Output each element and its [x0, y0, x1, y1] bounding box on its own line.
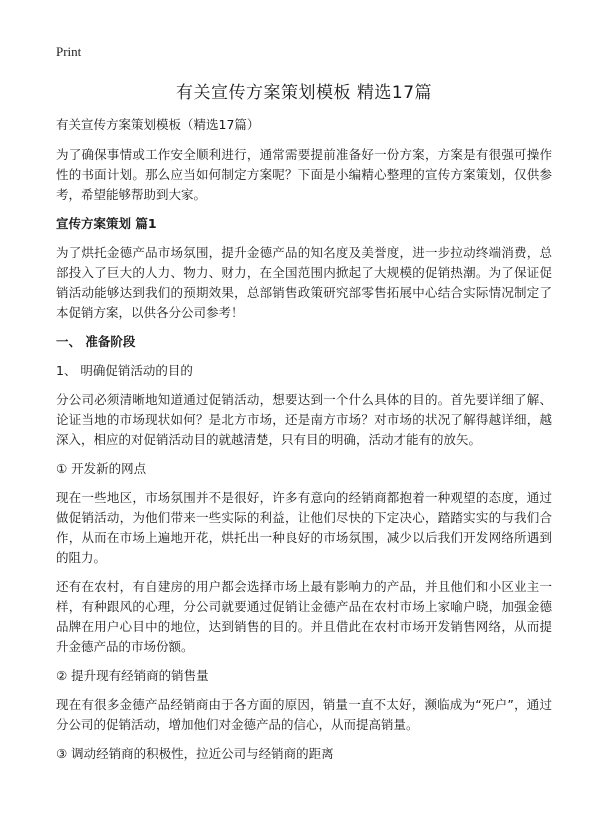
part-heading: 一、 准备阶段 — [56, 334, 136, 349]
subitem-heading-3: ③ 调动经销商的积极性，拉近公司与经销商的距离 — [56, 746, 334, 761]
item-heading: 1、 明确促销活动的目的 — [56, 363, 193, 378]
item-paragraph: 分公司必须清晰地知道通过促销活动，想要达到一个什么具体的目的。首先要详细了解、论证当地的市场现状如何？是北方市场，还是南方市场？对市场的状况了解得越详细，越深入，相应的对促销活动目的就越清楚，只有目的明确，活动才能有的放矢。 — [56, 392, 552, 447]
section-heading: 宣传方案策划 篇1 — [56, 216, 157, 231]
intro-paragraph: 为了确保事情或工作安全顺利进行，通常需要提前准备好一份方案，方案是有很强可操作性的书面计划。那么应当如何制定方案呢？下面是小编精心整理的宣传方案策划，仅供参考，希望能够帮助到大家。 — [56, 147, 552, 202]
print-link[interactable]: Print — [56, 44, 82, 59]
document-subtitle: 有关宣传方案策划模板（精选17篇） — [56, 117, 260, 132]
subitem-heading-1: ① 开发新的网点 — [56, 461, 147, 476]
subitem-heading-2: ② 提升现有经销商的销售量 — [56, 668, 209, 683]
page-title: 有关宣传方案策划模板 精选17篇 — [175, 83, 433, 103]
subitem-paragraph-1a: 现在一些地区，市场氛围并不是很好，许多有意向的经销商都抱着一种观望的态度，通过做促销活动，为他们带来一些实际的利益，让他们尽快的下定决心，踏踏实实的与我们合作，从而在市场上遍地开花，烘托出一种良好的市场氛围，减少以后我们开发网络所遇到的阻力。 — [56, 490, 552, 565]
subitem-paragraph-2: 现在有很多金德产品经销商由于各方面的原因，销量一直不太好，濒临成为“死户”，通过分公司的促销活动，增加他们对金德产品的信心，从而提高销量。 — [56, 697, 552, 732]
document-body — [56, 78, 552, 773]
subitem-paragraph-1b: 还有在农村，有自建房的用户都会选择市场上最有影响力的产品，并且他们和小区业主一样，有种跟风的心理，分公司就要通过促销让金德产品在农村市场上家喻户晓，加强金德品牌在用户心目中的地位，达到销售的目的。并且借此在农村市场开发销售网络，从而提升金德产品的市场份额。 — [56, 579, 552, 654]
section-paragraph: 为了烘托金德产品市场氛围，提升金德产品的知名度及美誉度，进一步拉动终端消费，总部投入了巨大的人力、物力、财力，在全国范围内掀起了大规模的促销热潮。为了保证促销活动能够达到我们的预期效果，总部销售政策研究部零售拓展中心结合实际情况制定了本促销方案，以供各分公司参考！ — [56, 245, 552, 320]
